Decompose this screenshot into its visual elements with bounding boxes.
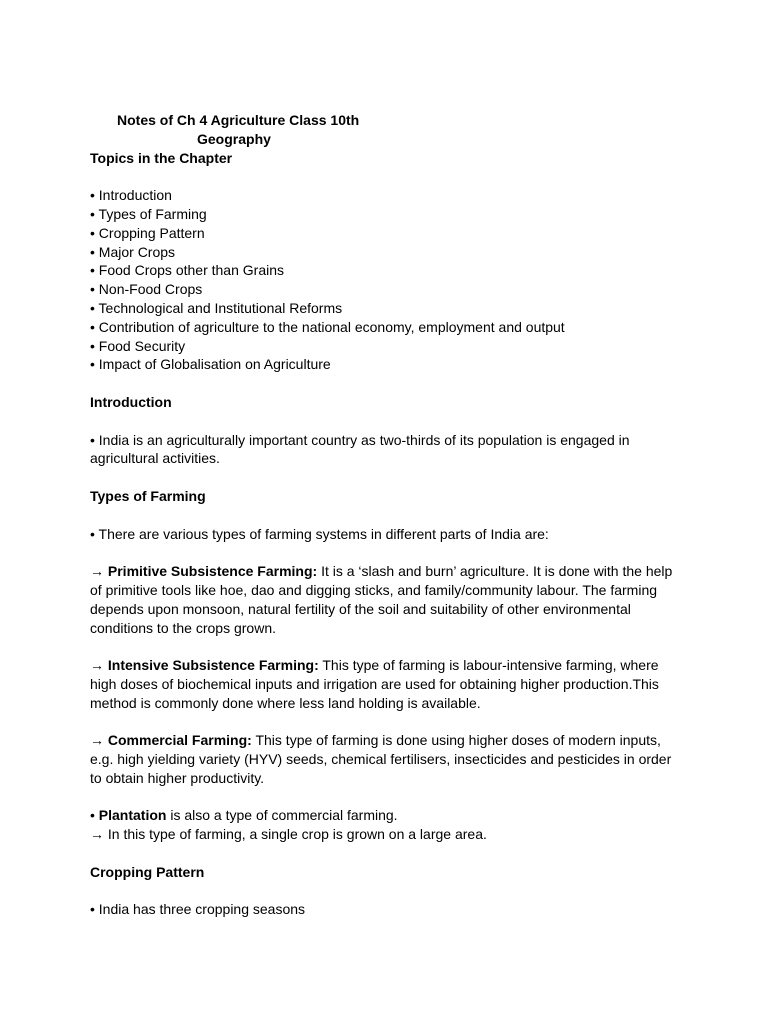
plantation-label: Plantation bbox=[98, 807, 167, 824]
plantation-paragraph bbox=[90, 806, 680, 825]
list-item: • Major Crops bbox=[90, 243, 176, 260]
list-item: • Introduction bbox=[90, 187, 172, 204]
arrow-glyph: → bbox=[90, 657, 108, 674]
document-title-line-1: Notes of Ch 4 Agriculture Class 10th bbox=[117, 112, 360, 128]
commercial-farming-text: This type of farming is done using higher doses of modern inputs, e.g. high yielding variety (HYV) seeds, chemical fertilisers, insecticides and pesticides in order to obtain higher productivity. bbox=[90, 732, 672, 786]
cropping-pattern-heading: Cropping Pattern bbox=[90, 863, 205, 880]
intensive-farming-paragraph bbox=[90, 656, 680, 712]
types-of-farming-heading: Types of Farming bbox=[90, 487, 206, 504]
cropping-pattern-text: • India has three cropping seasons bbox=[90, 901, 306, 918]
list-item: • Non-Food Crops bbox=[90, 281, 203, 298]
topics-heading: Topics in the Chapter bbox=[90, 149, 233, 166]
list-item: • Technological and Institutional Reforms bbox=[90, 299, 343, 316]
introduction-text: • India is an agriculturally important country as two-thirds of its population is engaged in agricultural activities. bbox=[90, 431, 630, 467]
topics-list bbox=[90, 186, 680, 374]
bullet-glyph: • bbox=[90, 807, 99, 824]
spacer bbox=[90, 167, 680, 186]
spacer bbox=[90, 882, 680, 901]
list-item: • Types of Farming bbox=[90, 205, 207, 222]
primitive-farming-label: Primitive Subsistence Farming: bbox=[107, 563, 318, 580]
primitive-farming-paragraph bbox=[90, 562, 680, 637]
commercial-farming-paragraph bbox=[90, 731, 680, 787]
spacer bbox=[90, 412, 680, 431]
commercial-farming-label: Commercial Farming: bbox=[107, 732, 252, 749]
list-item: • Food Crops other than Grains bbox=[90, 262, 284, 279]
list-item: • Cropping Pattern bbox=[90, 224, 205, 241]
spacer bbox=[90, 543, 680, 562]
spacer bbox=[90, 468, 680, 487]
document-title-line-2: Geography bbox=[197, 130, 271, 147]
list-item: • Food Security bbox=[90, 337, 186, 354]
intensive-farming-text: This type of farming is labour-intensive farming, where high doses of biochemical inputs and irrigation are used for obtaining higher production.This method is commonly done where less land holding is available. bbox=[90, 657, 659, 711]
list-item: • Contribution of agriculture to the national economy, employment and output bbox=[90, 318, 565, 335]
spacer bbox=[90, 844, 680, 863]
spacer bbox=[90, 374, 680, 393]
plantation-text: is also a type of commercial farming. bbox=[166, 807, 398, 824]
spacer bbox=[90, 713, 680, 732]
spacer bbox=[90, 637, 680, 656]
list-item: • Impact of Globalisation on Agriculture bbox=[90, 356, 331, 373]
introduction-heading: Introduction bbox=[90, 393, 172, 410]
intensive-farming-label: Intensive Subsistence Farming: bbox=[107, 657, 319, 674]
plantation-note: → In this type of farming, a single crop is grown on a large area. bbox=[90, 826, 487, 843]
types-of-farming-intro: • There are various types of farming systems in different parts of India are: bbox=[90, 525, 549, 542]
primitive-farming-text: It is a ‘slash and burn’ agriculture. It is done with the help of primitive tools like hoe, dao and digging sticks, and family/community labour. The farming depends upon monsoon, natural fertility of the soil and suitability of other environmental conditions to the crops grown. bbox=[90, 563, 673, 636]
arrow-glyph: → bbox=[90, 563, 108, 580]
document-page bbox=[90, 111, 680, 919]
spacer bbox=[90, 506, 680, 525]
arrow-glyph: → bbox=[90, 732, 108, 749]
spacer bbox=[90, 788, 680, 807]
